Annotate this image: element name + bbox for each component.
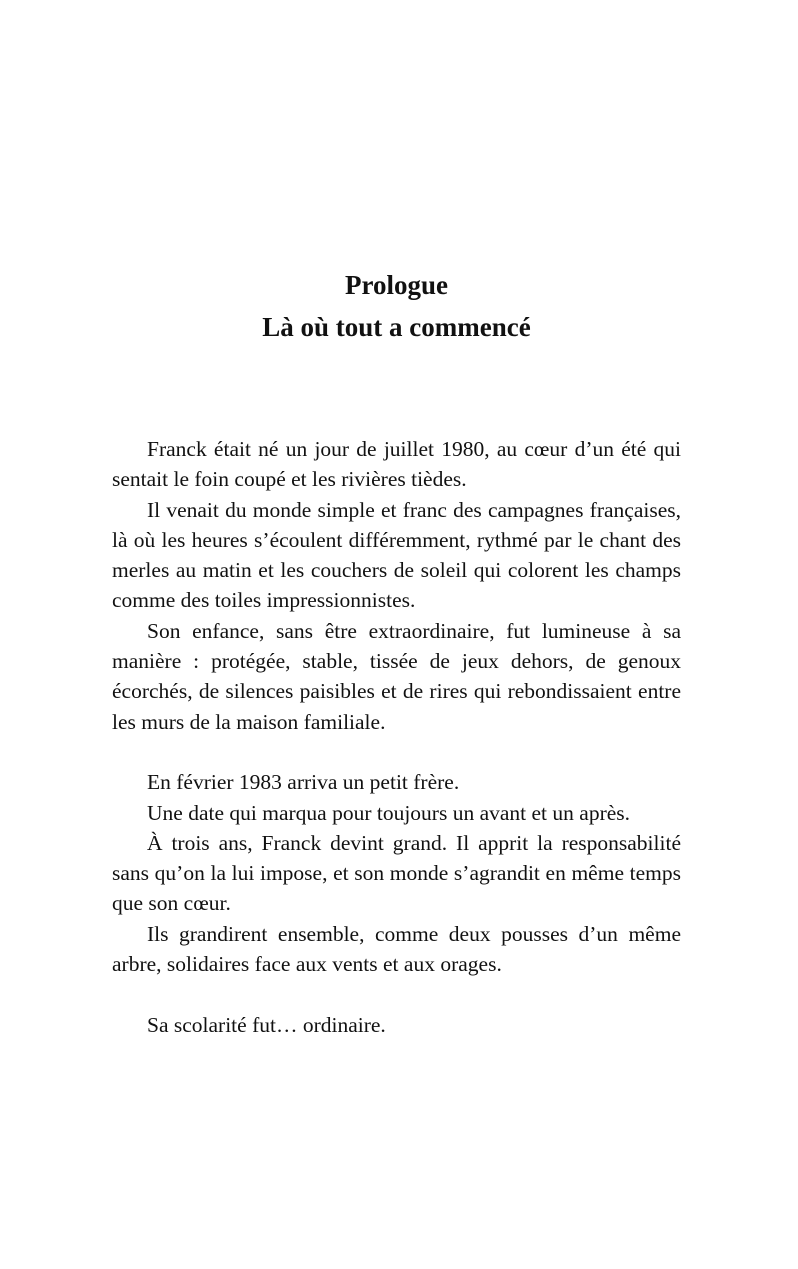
paragraph-gap [112,979,681,1009]
paragraph-gap [112,737,681,767]
paragraph-7: Ils grandirent ensemble, comme deux pousses d’un même arbre, solidaires face aux vents et aux orages. [112,921,681,977]
paragraph-2: Il venait du monde simple et franc des campagnes françaises, là où les heures s’écoulent différemment, rythmé par le chant des merles au matin et les couchers de soleil qui colorent les champs comme des toiles impressionnistes. [112,497,681,613]
chapter-title: Prologue [345,270,448,300]
chapter-body [112,434,681,1040]
paragraph-3: Son enfance, sans être extraordinaire, fut lumineuse à sa manière : protégée, stable, tissée de jeux dehors, de genoux écorchés, de silences paisibles et de rires qui rebondissaient entre les murs de la maison familiale. [112,618,681,734]
paragraph-1: Franck était né un jour de juillet 1980, au cœur d’un été qui sentait le foin coupé et les rivières tièdes. [112,437,681,492]
paragraph-5: Une date qui marqua pour toujours un avant et un après. [147,800,631,825]
book-page [112,0,681,1269]
paragraph-6: À trois ans, Franck devint grand. Il apprit la responsabilité sans qu’on la lui impose, et son monde s’agrandit en même temps que son cœur. [112,830,681,916]
paragraph-8: Sa scolarité fut… ordinaire. [147,1012,386,1037]
paragraph-4: En février 1983 arriva un petit frère. [147,770,460,795]
chapter-subtitle: Là où tout a commencé [262,312,531,342]
